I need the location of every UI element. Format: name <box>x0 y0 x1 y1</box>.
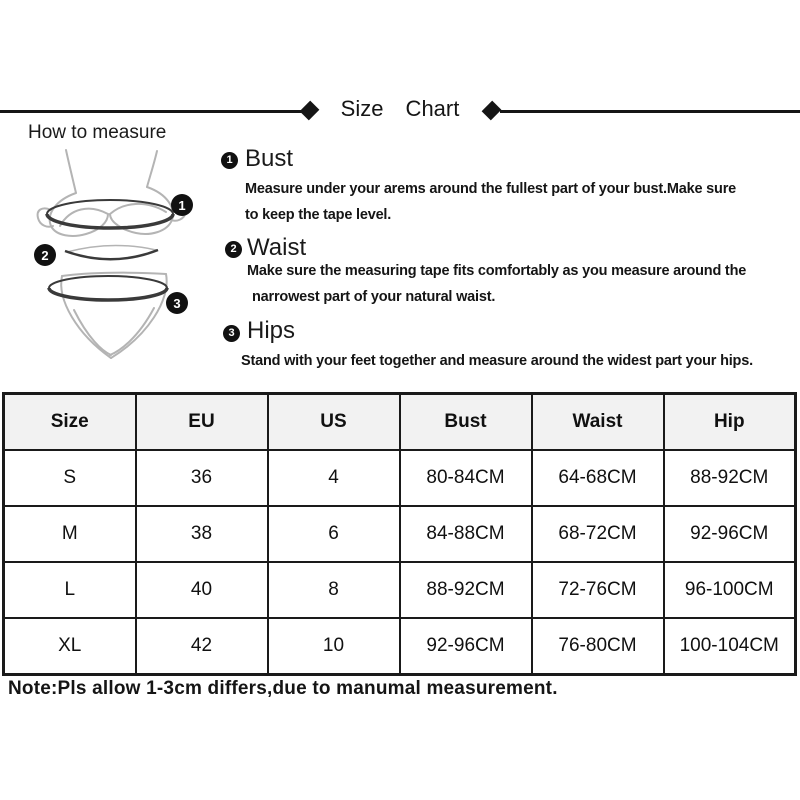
table-cell: XL <box>4 618 136 675</box>
table-cell: 92-96CM <box>400 618 532 675</box>
waist-line-1: Make sure the measuring tape fits comfortably as you measure around the <box>247 263 747 279</box>
table-cell: 88-92CM <box>400 562 532 618</box>
hip-badge-number: 3 <box>173 296 181 311</box>
waist-section-title: Waist <box>247 234 307 261</box>
table-cell: 4 <box>268 450 400 506</box>
table-cell: 80-84CM <box>400 450 532 506</box>
table-cell: 88-92CM <box>664 450 796 506</box>
table-cell: 6 <box>268 506 400 562</box>
waist-number-badge: 2 <box>225 241 242 258</box>
table-cell: 8 <box>268 562 400 618</box>
bust-section-title: Bust <box>245 145 294 172</box>
table-cell: 96-100CM <box>664 562 796 618</box>
hips-section-text <box>241 348 753 374</box>
how-to-measure-title: How to measure <box>28 122 167 143</box>
table-cell: 100-104CM <box>664 618 796 675</box>
garment-outline <box>38 150 187 358</box>
col-header-waist: Waist <box>532 394 664 451</box>
table-cell: 36 <box>136 450 268 506</box>
col-header-us: US <box>268 394 400 451</box>
bust-badge-number: 1 <box>178 198 186 213</box>
hips-line-1: Stand with your feet together and measure around the widest part your hips. <box>241 353 753 369</box>
measurement-note: Note:Pls allow 1-3cm differs,due to manumal measurement. <box>8 678 558 699</box>
bust-section-text <box>245 176 736 228</box>
table-cell: 38 <box>136 506 268 562</box>
col-header-eu: EU <box>136 394 268 451</box>
table-cell: 84-88CM <box>400 506 532 562</box>
table-cell: 64-68CM <box>532 450 664 506</box>
table-cell: 72-76CM <box>532 562 664 618</box>
table-row-l <box>4 562 796 618</box>
page-title: Size Chart <box>340 96 460 121</box>
table-row-xl <box>4 618 796 675</box>
table-cell: 92-96CM <box>664 506 796 562</box>
waist-section-text <box>247 258 746 310</box>
table-cell: 40 <box>136 562 268 618</box>
bust-line-1: Measure under your arems around the fullest part of your bust.Make sure <box>245 181 736 197</box>
hips-number-badge: 3 <box>223 325 240 342</box>
bust-number-badge: 1 <box>221 152 238 169</box>
table-cell: M <box>4 506 136 562</box>
table-header-row <box>4 394 796 451</box>
table-cell: 10 <box>268 618 400 675</box>
waist-badge-number: 2 <box>41 248 49 263</box>
table-cell: L <box>4 562 136 618</box>
col-header-bust: Bust <box>400 394 532 451</box>
waist-line-2: narrowest part of your natural waist. <box>252 289 496 305</box>
table-cell: 68-72CM <box>532 506 664 562</box>
table-cell: S <box>4 450 136 506</box>
col-header-size: Size <box>4 394 136 451</box>
table-cell: 42 <box>136 618 268 675</box>
hips-section-title: Hips <box>247 317 296 344</box>
col-header-hip: Hip <box>664 394 796 451</box>
header-rule-left <box>0 110 303 113</box>
bust-line-2: to keep the tape level. <box>245 207 392 223</box>
table-row-s <box>4 450 796 506</box>
table-row-m <box>4 506 796 562</box>
bikini-measurement-diagram <box>20 148 235 360</box>
table-cell: 76-80CM <box>532 618 664 675</box>
header-rule-right <box>500 110 800 113</box>
size-table <box>2 392 797 676</box>
